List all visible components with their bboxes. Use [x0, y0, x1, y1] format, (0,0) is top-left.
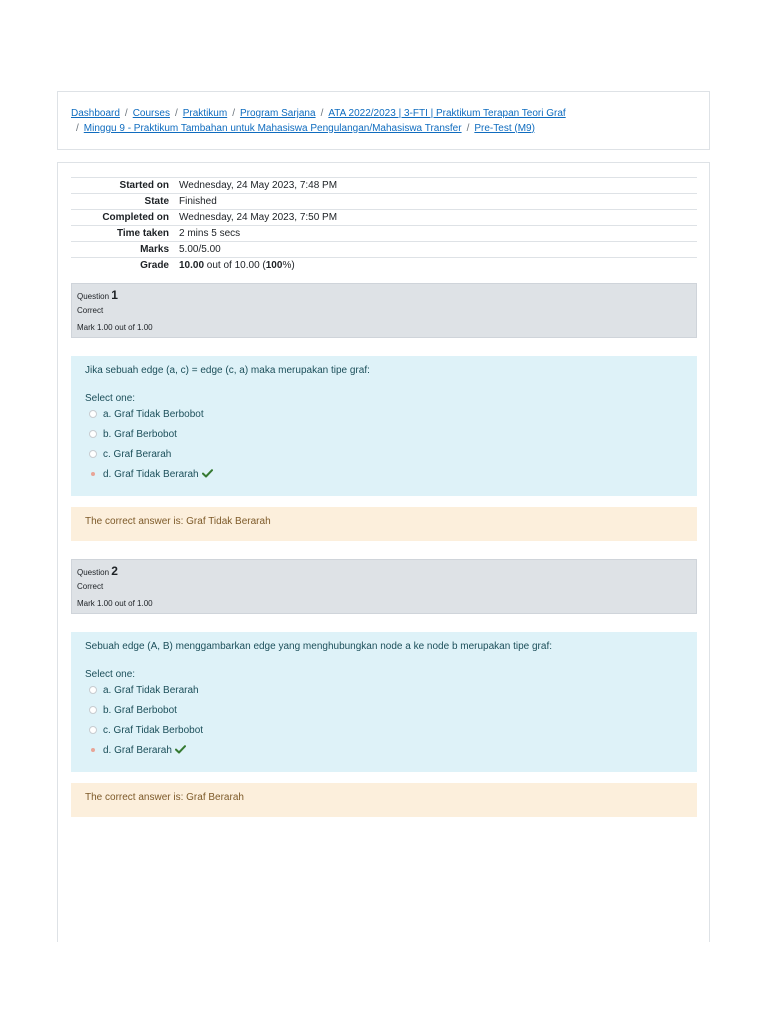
breadcrumb-separator: /: [124, 108, 128, 119]
summary-row-completed: [71, 210, 697, 226]
grade-percent-suffix: %): [282, 260, 295, 272]
grade-label: Grade: [71, 258, 179, 274]
radio-button[interactable]: [89, 430, 97, 438]
question-state: Correct: [77, 306, 104, 315]
select-one-prompt: Select one:: [85, 393, 136, 404]
summary-row-grade: [71, 258, 697, 274]
breadcrumb-course[interactable]: ATA 2022/2023 | 3-FTI | Praktikum Terapan Teori Graf: [328, 108, 566, 119]
breadcrumb-card: [57, 91, 710, 150]
answer-option-label: c. Graf Tidak Berbobot: [103, 725, 204, 736]
question-number: [77, 564, 118, 578]
state-value: Finished: [179, 194, 697, 210]
grade-value: [179, 258, 697, 274]
radio-button-selected[interactable]: [89, 470, 97, 478]
time-taken-label: Time taken: [71, 226, 179, 242]
question-1-formulation: [71, 356, 697, 496]
started-label: Started on: [71, 178, 179, 194]
question-grade: Mark 1.00 out of 1.00: [77, 599, 153, 608]
answer-option-label: d. Graf Berarah: [103, 745, 172, 756]
check-icon: [202, 469, 213, 483]
breadcrumb-quiz[interactable]: Pre-Test (M9): [474, 122, 535, 134]
answer-option-a[interactable]: [89, 408, 204, 422]
question-label: Question: [77, 568, 110, 577]
state-label: State: [71, 194, 179, 210]
answer-option-label: d. Graf Tidak Berarah: [103, 469, 199, 480]
grade-percent: 100: [265, 260, 283, 272]
answer-option-label: b. Graf Berbobot: [103, 705, 177, 716]
radio-button[interactable]: [89, 450, 97, 458]
grade-out-of: out of 10.00 (: [204, 260, 266, 272]
question-grade: Mark 1.00 out of 1.00: [77, 323, 153, 332]
answer-option-d[interactable]: [89, 468, 213, 482]
question-2-feedback: [71, 783, 697, 817]
time-taken-value: 2 mins 5 secs: [179, 226, 697, 242]
breadcrumb-praktikum[interactable]: Praktikum: [182, 108, 228, 119]
breadcrumb-separator: /: [232, 108, 235, 119]
completed-value: Wednesday, 24 May 2023, 7:50 PM: [179, 210, 697, 226]
check-icon: [175, 745, 186, 759]
answer-option-a[interactable]: [89, 684, 199, 698]
question-label: Question: [77, 292, 110, 301]
answer-option-b[interactable]: [89, 704, 177, 718]
summary-row-time: [71, 226, 697, 242]
breadcrumb-courses[interactable]: Courses: [132, 108, 170, 119]
answer-option-c[interactable]: [89, 724, 203, 738]
radio-button[interactable]: [89, 410, 97, 418]
question-1-info: [71, 283, 697, 338]
summary-row-marks: [71, 242, 697, 258]
right-answer-text: The correct answer is: Graf Tidak Berarah: [85, 516, 271, 527]
radio-button[interactable]: [89, 726, 97, 734]
marks-label: Marks: [71, 242, 179, 258]
breadcrumb-program-sarjana[interactable]: Program Sarjana: [239, 108, 316, 119]
question-number-value: 2: [111, 564, 118, 578]
breadcrumb-separator: /: [320, 108, 324, 119]
breadcrumb-separator: /: [76, 122, 79, 134]
answer-option-label: b. Graf Berbobot: [103, 429, 177, 440]
question-1-feedback: [71, 507, 697, 541]
breadcrumb: [71, 107, 701, 136]
question-2-info: [71, 559, 697, 614]
question-2-formulation: [71, 632, 697, 772]
breadcrumb-section[interactable]: Minggu 9 - Praktikum Tambahan untuk Mahasiswa Pengulangan/Mahasiswa Transfer: [83, 122, 462, 134]
question-number: [77, 288, 118, 302]
answer-option-b[interactable]: [89, 428, 177, 442]
breadcrumb-dashboard[interactable]: Dashboard: [71, 108, 120, 119]
question-number-value: 1: [111, 288, 118, 302]
answer-option-label: a. Graf Tidak Berarah: [103, 685, 199, 696]
radio-button[interactable]: [89, 686, 97, 694]
answer-option-d[interactable]: [89, 744, 186, 758]
answer-option-label: c. Graf Berarah: [103, 449, 172, 460]
quiz-review-region: [57, 162, 710, 942]
breadcrumb-separator: /: [174, 108, 178, 119]
attempt-summary-table: [71, 177, 697, 274]
question-text: Sebuah edge (A, B) menggambarkan edge yang menghubungkan node a ke node b merupakan tipe graf:: [85, 641, 552, 652]
radio-button[interactable]: [89, 706, 97, 714]
question-text: Jika sebuah edge (a, c) = edge (c, a) maka merupakan tipe graf:: [85, 365, 370, 376]
completed-label: Completed on: [71, 210, 179, 226]
right-answer-text: The correct answer is: Graf Berarah: [85, 792, 244, 803]
marks-value: 5.00/5.00: [179, 242, 697, 258]
question-state: Correct: [77, 582, 104, 591]
radio-button-selected[interactable]: [89, 746, 97, 754]
answer-option-c[interactable]: [89, 448, 171, 462]
answer-option-label: a. Graf Tidak Berbobot: [103, 409, 204, 420]
select-one-prompt: Select one:: [85, 669, 136, 680]
summary-row-started: [71, 178, 697, 194]
summary-row-state: [71, 194, 697, 210]
grade-score: 10.00: [179, 260, 205, 272]
started-value: Wednesday, 24 May 2023, 7:48 PM: [179, 178, 697, 194]
breadcrumb-separator: /: [466, 122, 470, 134]
